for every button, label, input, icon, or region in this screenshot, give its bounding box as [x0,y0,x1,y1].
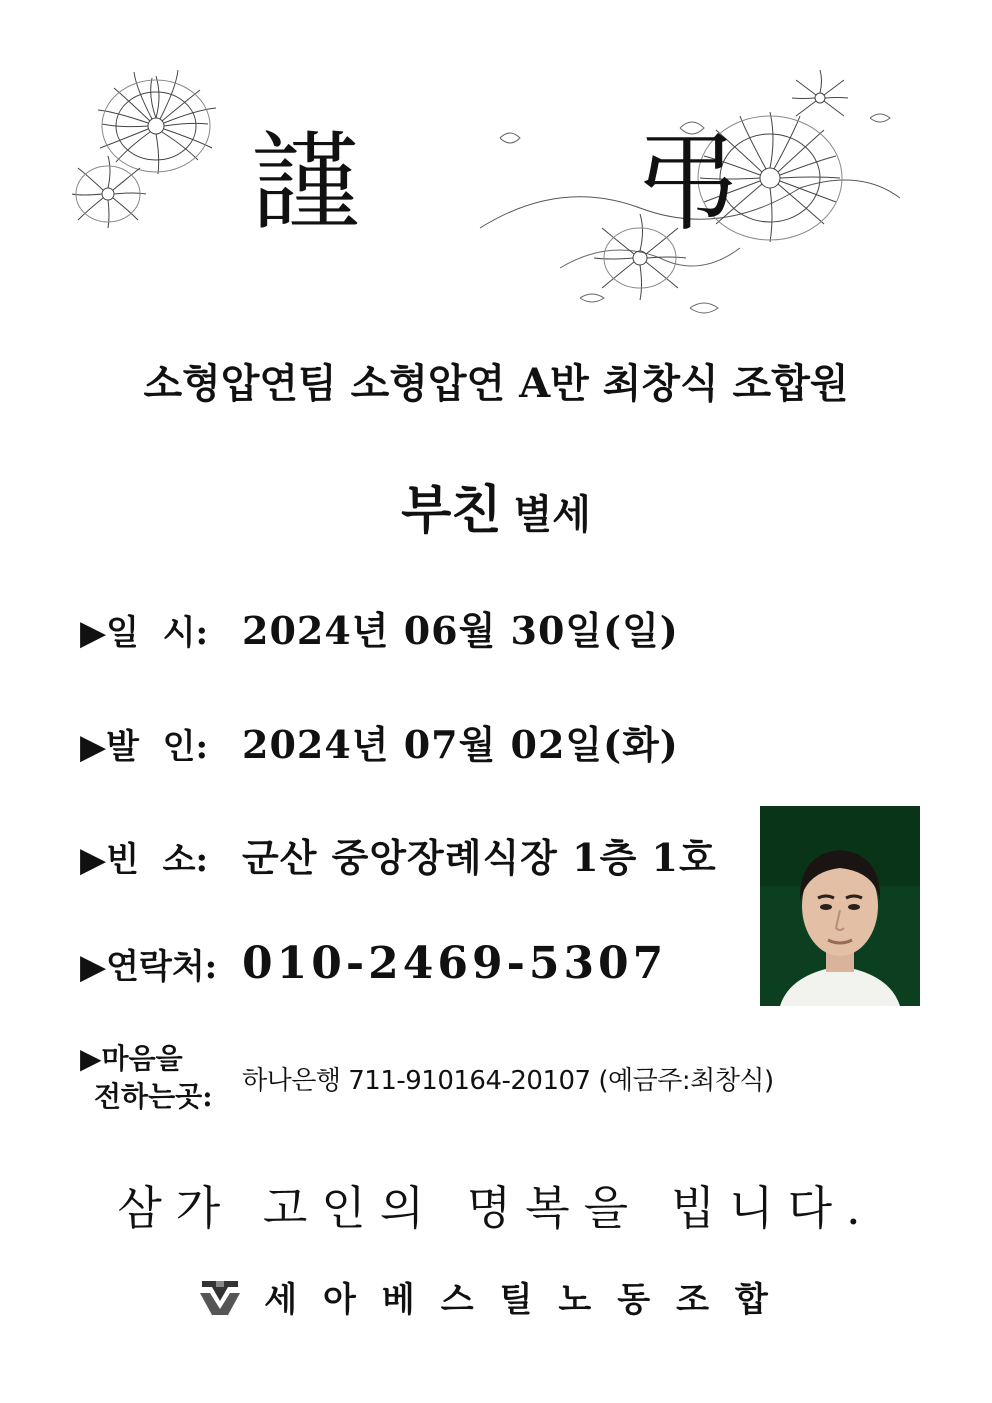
detail-value: 2024년 07월 02일(화) [242,722,679,767]
page-title: 謹 弔 [250,121,862,246]
detail-label: ▶빈 소: [80,840,209,880]
bank-account: 하나은행 711-910164-20107 (예금주:최창식) [242,1065,774,1096]
donation-label-line1: ▶마음을 [80,1042,183,1075]
detail-label: ▶연락처: [80,947,218,987]
detail-label: ▶발 인: [80,727,209,767]
member-portrait-photo [760,806,920,1006]
detail-row-funeral [80,714,679,769]
detail-row-date [80,600,679,655]
detail-value: 군산 중앙장례식장 1층 1호 [242,835,717,880]
union-logo-icon [198,1275,242,1319]
detail-label: ▶일 시: [80,613,209,653]
event-heading [0,468,992,543]
detail-row-place [80,827,717,882]
condolence-message: 삼가 고인의 명복을 빕니다. [117,1181,875,1235]
recipient-line: 소형압연팀 소형압연 A반 최창식 조합원 [143,360,849,407]
union-name: 세아베스틸노동조합 [264,1280,794,1320]
event-sub: 별세 [513,491,591,538]
detail-value: 2024년 06월 30일(일) [242,608,679,653]
donation-label-line2: 전하는곳: [94,1080,213,1113]
phone-number: 010-2469-5307 [242,938,668,989]
donation-row [80,1040,774,1116]
donation-label [80,1040,242,1116]
event-main: 부친 [401,480,502,541]
union-signature [0,1272,992,1321]
detail-row-contact [80,938,667,989]
